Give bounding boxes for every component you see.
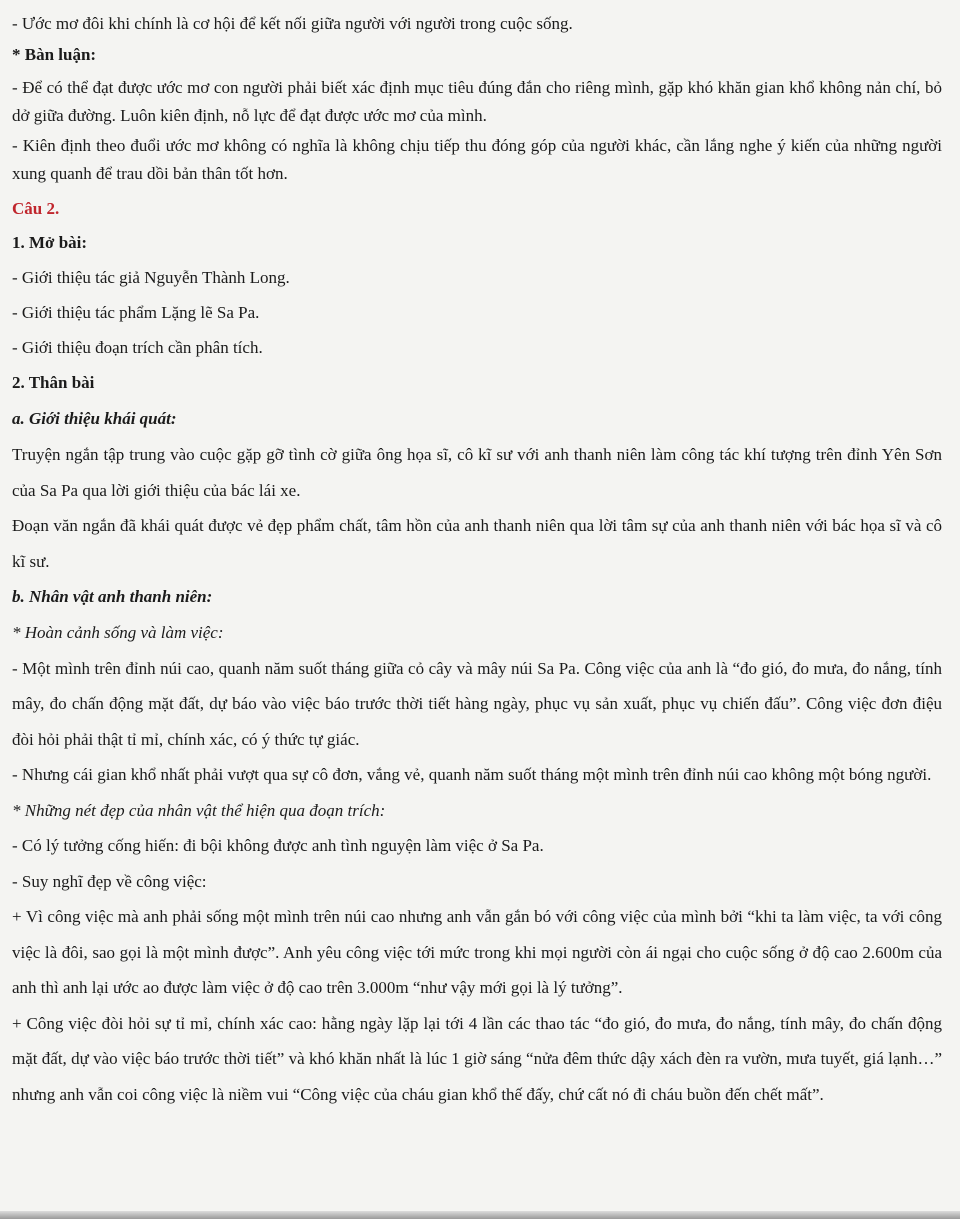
list-item-ideal: - Có lý tưởng cống hiến: đi bội không được anh tình nguyện làm việc ở Sa Pa.	[12, 836, 544, 855]
paragraph-work-description: - Một mình trên đỉnh núi cao, quanh năm suốt tháng giữa cỏ cây và mây núi Sa Pa. Công việc của anh là “đo gió, đo mưa, đo nắng, tính mây, đo chấn động mặt đất, dự báo vào việc báo trước thời tiết hàng ngày, phục vụ sản xuất, phục vụ chiến đấu”. Công việc đơn điệu đòi hỏi phải thật tỉ mỉ, chính xác, có ý thức tự giác.	[12, 658, 942, 749]
heading-overview: a. Giới thiệu khái quát:	[12, 409, 177, 428]
list-item-thoughts-on-work: - Suy nghĩ đẹp về công việc:	[12, 871, 207, 891]
heading-discussion: * Bàn luận:	[12, 45, 97, 64]
paragraph-love-for-work: + Vì công việc mà anh phải sống một mình trên núi cao nhưng anh vẫn gắn bó với công việc của mình bởi “khi ta làm việc, ta với công việc là đôi, sao gọi là một mình được”. Anh yêu công việc tới mức trong khi mọi người còn ái ngại cho cuộc sống ở độ cao 2.600m của anh thì anh lại ước ao được làm việc ở độ cao trên 3.000m “như vậy mới gọi là lý tưởng”.	[12, 907, 942, 997]
paragraph-achieve-dream: - Để có thể đạt được ước mơ con người phải biết xác định mục tiêu đúng đắn cho riêng mình, gặp khó khăn gian khổ không nản chí, bỏ dở giữa đường. Luôn kiên định, nỗ lực để đạt được ước mơ của mình.	[12, 78, 942, 125]
list-item-work: - Giới thiệu tác phẩm Lặng lẽ Sa Pa.	[12, 303, 260, 322]
paragraph-dream-connection: - Ước mơ đôi khi chính là cơ hội để kết nối giữa người với người trong cuộc sống.	[12, 14, 573, 33]
subheading-living-conditions: * Hoàn cảnh sống và làm việc:	[12, 623, 224, 642]
paragraph-story-summary: Truyện ngắn tập trung vào cuộc gặp gỡ tình cờ giữa ông họa sĩ, cô kĩ sư với anh thanh niên làm công tác khí tượng trên đỉnh Yên Sơn của Sa Pa qua lời giới thiệu của bác lái xe.	[12, 445, 942, 500]
list-item-excerpt: - Giới thiệu đoạn trích cần phân tích.	[12, 338, 263, 357]
heading-introduction: 1. Mở bài:	[12, 233, 88, 252]
list-item-author: - Giới thiệu tác giả Nguyễn Thành Long.	[12, 268, 290, 287]
paragraph-perseverance: - Kiên định theo đuổi ước mơ không có nghĩa là không chịu tiếp thu đóng góp của người khác, cần lắng nghe ý kiến của những người xung quanh để trau dồi bản thân tốt hơn.	[12, 136, 942, 183]
document-page	[6, 0, 952, 1219]
subheading-beautiful-traits: * Những nét đẹp của nhân vật thể hiện qua đoạn trích:	[12, 800, 386, 820]
heading-young-man: b. Nhân vật anh thanh niên:	[12, 587, 213, 606]
heading-body: 2. Thân bài	[12, 373, 95, 392]
paragraph-loneliness: - Nhưng cái gian khổ nhất phải vượt qua sự cô đơn, vắng vẻ, quanh năm suốt tháng một mình trên đỉnh núi cao không một bóng người.	[12, 765, 932, 784]
paragraph-meticulous-work: + Công việc đòi hỏi sự tỉ mỉ, chính xác cao: hằng ngày lặp lại tới 4 lần các thao tác “đo gió, đo mưa, đo nắng, tính mây, đo chấn động mặt đất, dự vào việc báo trước thời tiết” và khó khăn nhất là lúc 1 giờ sáng “nửa đêm thức dậy xách đèn ra vườn, mưa tuyết, giá lạnh…” nhưng anh vẫn coi công việc là niềm vui “Công việc của cháu gian khổ thế đấy, chứ cất nó đi cháu buồn đến chết mất”.	[12, 1013, 942, 1104]
heading-question-2: Câu 2.	[12, 199, 60, 218]
page-bottom-edge	[0, 1211, 960, 1219]
paragraph-excerpt-summary: Đoạn văn ngắn đã khái quát được vẻ đẹp phẩm chất, tâm hồn của anh thanh niên qua lời tâm sự của anh thanh niên với bác họa sĩ và cô kĩ sư.	[12, 516, 942, 571]
